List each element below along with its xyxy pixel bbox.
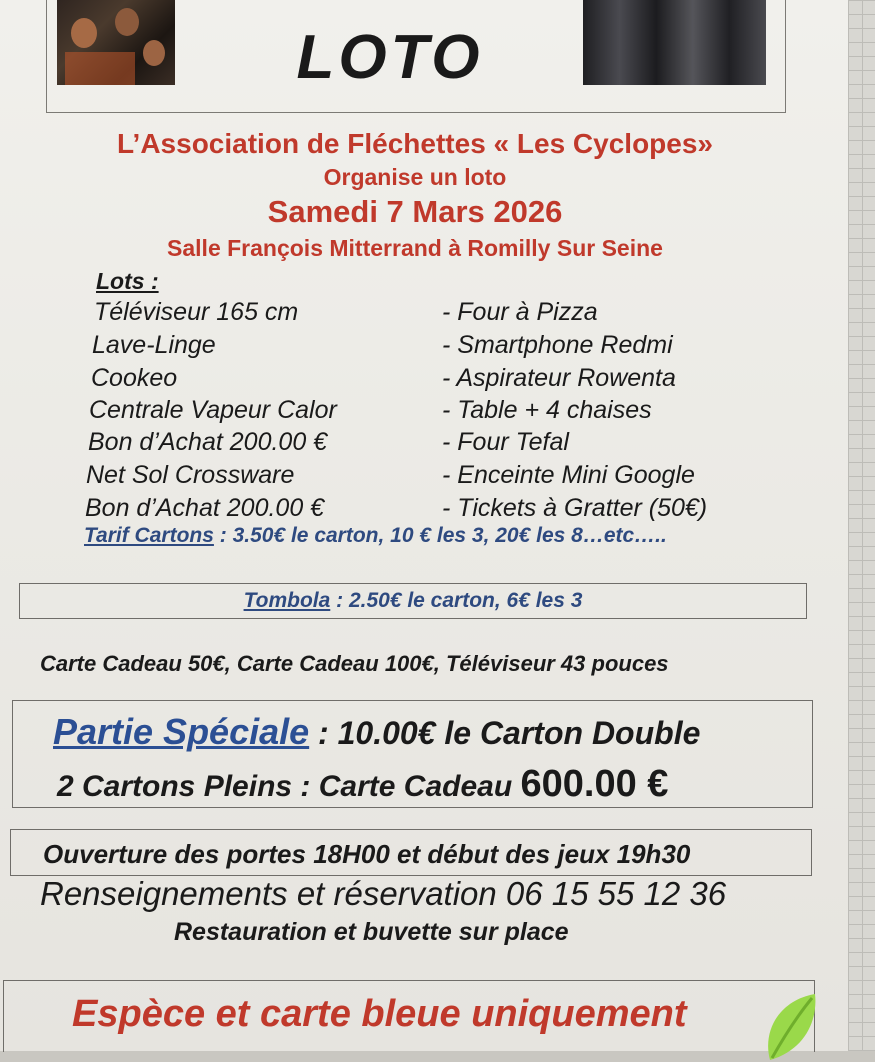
- lots-heading: Lots :: [96, 268, 159, 294]
- tarif-label: Tarif Cartons: [84, 524, 214, 547]
- grid-background: [848, 0, 875, 1051]
- lot-item: - Four à Pizza: [442, 298, 598, 326]
- event-date: Samedi 7 Mars 2026: [267, 194, 563, 229]
- lot-item: Bon d’Achat 200.00 €: [88, 428, 328, 456]
- lot-item: Lave-Linge: [92, 331, 216, 359]
- special-game-label: Partie Spéciale: [53, 711, 310, 752]
- organise-line: Organise un loto: [323, 164, 507, 190]
- lot-item: - Smartphone Redmi: [442, 331, 673, 359]
- food-info: Restauration et buvette sur place: [174, 918, 569, 946]
- tombola-line: [20, 589, 806, 613]
- special-prize-amount: 600.00 €: [520, 763, 669, 805]
- tombola-prizes: Carte Cadeau 50€, Carte Cadeau 100€, Téléviseur 43 pouces: [40, 651, 669, 676]
- opening-box: [10, 829, 812, 876]
- tombola-text: : 2.50€ le carton, 6€ les 3: [330, 589, 583, 612]
- lot-item: Bon d’Achat 200.00 €: [85, 494, 325, 522]
- lot-item: Centrale Vapeur Calor: [89, 396, 337, 424]
- lot-item: - Enceinte Mini Google: [442, 461, 695, 489]
- association-name: L’Association de Fléchettes « Les Cyclopes»: [117, 128, 713, 159]
- leaf-icon: [760, 990, 820, 1062]
- lot-item: - Four Tefal: [442, 428, 569, 456]
- tombola-box: [19, 583, 807, 619]
- payment-box: [3, 980, 815, 1052]
- lot-item: - Tickets à Gratter (50€): [442, 494, 708, 522]
- opening-hours: Ouverture des portes 18H00 et début des jeux 19h30: [43, 839, 691, 869]
- special-game-prize: [57, 763, 668, 806]
- special-prize-text: 2 Cartons Pleins : Carte Cadeau: [57, 770, 521, 803]
- lot-item: - Table + 4 chaises: [442, 396, 652, 424]
- special-game-line: [53, 711, 700, 753]
- tarif-text: : 3.50€ le carton, 10 € les 3, 20€ les 8…etc…..: [213, 524, 667, 547]
- lot-item: - Aspirateur Rowenta: [442, 364, 676, 392]
- special-game-box: [12, 700, 813, 808]
- lot-item: Téléviseur 165 cm: [94, 298, 299, 326]
- tombola-label: Tombola: [243, 589, 331, 612]
- lot-item: Net Sol Crossware: [86, 461, 295, 489]
- special-game-price: : 10.00€ le Carton Double: [309, 715, 701, 751]
- payment-methods: Espèce et carte bleue uniquement: [72, 993, 687, 1035]
- tarif-cartons: [84, 524, 667, 548]
- event-venue: Salle François Mitterrand à Romilly Sur Seine: [167, 235, 663, 261]
- lot-item: Cookeo: [91, 364, 178, 392]
- page-title: LOTO: [296, 23, 484, 92]
- reservation-info: Renseignements et réservation 06 15 55 12 36: [40, 875, 727, 912]
